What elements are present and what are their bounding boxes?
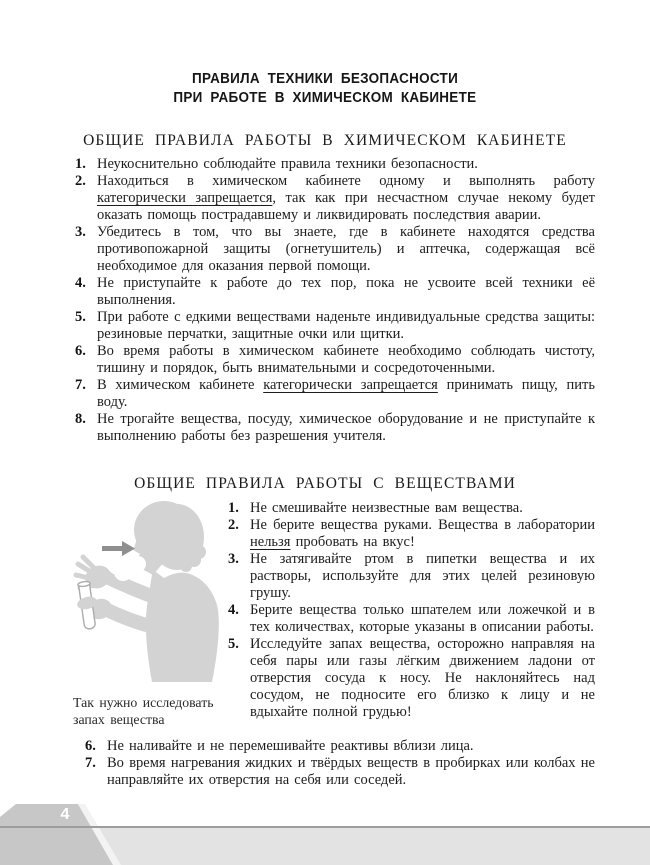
rule-number: 7.: [75, 377, 86, 393]
rule-text: При работе с едкими веществами наденьте индивидуальные средства защиты: резиновые перчатки, защитные очки или щитки.: [97, 309, 595, 342]
rule-item: [75, 275, 595, 309]
rule-number: 5.: [228, 636, 239, 652]
rule-item: [75, 411, 595, 445]
page-title: [0, 0, 650, 108]
woman-smelling-test-tube-illustration: [60, 500, 228, 682]
rule-item: [228, 551, 595, 602]
rule-number: 7.: [85, 755, 96, 771]
rule-text: Убедитесь в том, что вы знаете, где в кабинете находятся средства противопожарной защиты (огнетушитель) и аптечка, содержащая всё необходимое для оказания первой помощи.: [97, 224, 595, 274]
figure-column: [60, 500, 228, 728]
rule-number: 4.: [228, 602, 239, 618]
rule-text: Не наливайте и не перемешивайте реактивы вблизи лица.: [107, 738, 474, 754]
rule-text: Находиться в химическом кабинете одному и выполнять работу категорически запрещается, так как при несчастном случае некому будет оказать помощь пострадавшему и ликвидировать последствия аварии.: [97, 173, 595, 223]
rule-item: [75, 224, 595, 275]
rule-number: 6.: [85, 738, 96, 754]
rule-item: [228, 636, 595, 721]
rule-number: 5.: [75, 309, 86, 325]
rule-number: 6.: [75, 343, 86, 359]
rule-text: Не затягивайте ртом в пипетки вещества и их растворы, используйте для этих целей резиновую грушу.: [250, 551, 595, 601]
rules-list-substances: [228, 500, 595, 728]
rule-number: 4.: [75, 275, 86, 291]
rule-item: [85, 738, 595, 755]
rule-text: Не трогайте вещества, посуду, химическое оборудование и не приступайте к выполнению работы без разрешения учителя.: [97, 411, 595, 444]
rule-item: [75, 173, 595, 224]
rule-number: 1.: [75, 156, 86, 172]
rule-item: [228, 517, 595, 551]
rule-number: 3.: [228, 551, 239, 567]
rule-number: 8.: [75, 411, 86, 427]
rule-text: Берите вещества только шпателем или ложечкой и в тех количествах, которые указаны в описании работы.: [250, 602, 595, 635]
section-cabinet-rules: [0, 132, 650, 445]
figure-and-rules-row: [60, 500, 595, 728]
rule-text: Неукоснительно соблюдайте правила техники безопасности.: [97, 156, 478, 172]
rule-text: Не берите вещества руками. Вещества в лаборатории нельзя пробовать на вкус!: [250, 517, 595, 550]
page-number: 4: [60, 806, 70, 823]
section-heading-substances: ОБЩИЕ ПРАВИЛА РАБОТЫ С ВЕЩЕСТВАМИ: [134, 475, 516, 492]
page-title-line-1: ПРАВИЛА ТЕХНИКИ БЕЗОПАСНОСТИ: [191, 71, 459, 87]
page-title-line-2: ПРИ РАБОТЕ В ХИМИЧЕСКОМ КАБИНЕТЕ: [173, 90, 477, 106]
rules-list-substances-continued: [85, 738, 595, 789]
rules-list-cabinet: [75, 156, 595, 445]
rule-text: Исследуйте запах вещества, осторожно направляя на себя пары или газы лёгким движением ладони от отверстия сосуда к носу. Не наклоняйтесь над сосудом, не подносите его близко к лицу и не вдыхайте полной грудью!: [250, 636, 595, 720]
footer-rule-line: [0, 826, 650, 828]
rule-text: Во время нагревания жидких и твёрдых веществ в пробирках или колбах не направляйте их отверстия на себя или соседей.: [107, 755, 595, 788]
rule-item: [75, 377, 595, 411]
rule-number: 1.: [228, 500, 239, 516]
section-substances-rules: [0, 475, 650, 789]
rule-text: Во время работы в химическом кабинете необходимо соблюдать чистоту, тишину и порядок, быть внимательными и сосредоточенными.: [97, 343, 595, 376]
rule-text: Не смешивайте неизвестные вам вещества.: [250, 500, 523, 516]
silhouette: [76, 501, 219, 682]
smell-technique-figure: [60, 500, 228, 728]
rule-item: [75, 309, 595, 343]
rule-number: 2.: [75, 173, 86, 189]
rule-item: [228, 500, 595, 517]
rule-item: [85, 755, 595, 789]
rule-number: 2.: [228, 517, 239, 533]
rule-item: [75, 343, 595, 377]
rule-number: 3.: [75, 224, 86, 240]
rule-text: Не приступайте к работе до тех пор, пока не усвоите всей техники её выполнения.: [97, 275, 595, 308]
rule-text: В химическом кабинете категорически запрещается принимать пищу, пить воду.: [97, 377, 596, 410]
rule-item: [75, 156, 595, 173]
rule-item: [228, 602, 595, 636]
figure-caption: Так нужно исследовать запах вещества: [73, 695, 214, 727]
section-heading-cabinet: ОБЩИЕ ПРАВИЛА РАБОТЫ В ХИМИЧЕСКОМ КАБИНЕТЕ: [83, 132, 567, 149]
